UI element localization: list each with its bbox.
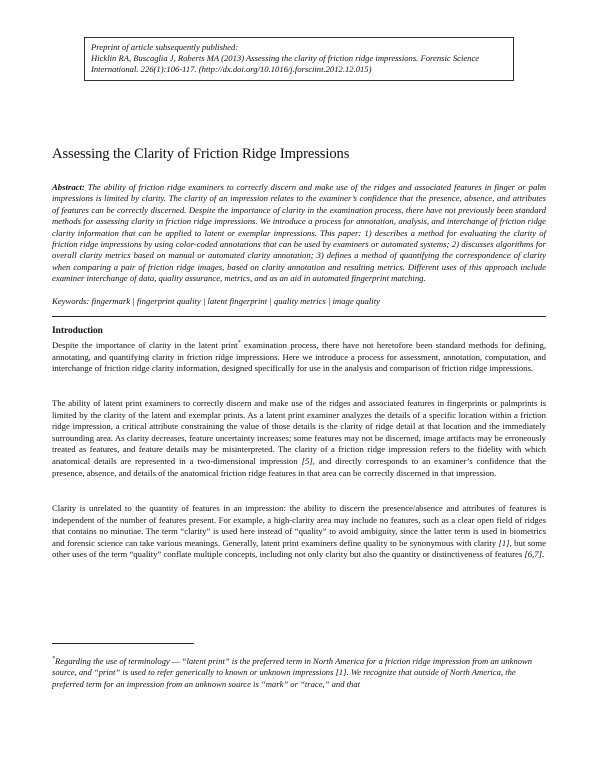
paragraph-3-text-a: Clarity is unrelated to the quantity of features in an impression: the ability to discern the presence/absence and attributes of features is independent of the number of features present. For example, a high-clarity area may include no features, such as a clear open field of ridges that contains no minutiae. The term “clarity” is used here instead of “quality” to avoid ambiguity, since the latter term is used in biometrics and forensic science can take various meanings. Generally, latent print examiners define quality to be synonymous with clarity bbox=[52, 503, 546, 548]
paragraph-3-text-b: , but some other uses of the term “quality” conflate multiple concepts, including not only clarity but also the quantity or distinctiveness of features bbox=[52, 537, 546, 560]
paragraph-3 bbox=[52, 503, 546, 561]
preprint-heading: Preprint of article subsequently published: bbox=[91, 42, 239, 52]
paragraph-1-text-b: examination process, there have not heretofore been standard methods for defining, annotating, and quantifying clarity in friction ridge impressions. Here we introduce a process for assessment, annotation, computation, and interchange of friction ridge clarity information, designed specifically for use in the analysis and comparison of friction ridge impressions. bbox=[52, 340, 546, 374]
abstract bbox=[52, 182, 546, 285]
paper-title: Assessing the Clarity of Friction Ridge Impressions bbox=[52, 146, 350, 162]
footnote bbox=[52, 656, 546, 690]
preprint-citation: Hicklin RA, Buscaglia J, Roberts MA (2013) Assessing the clarity of friction ridge impressions. Forensic Science International. 226(1):106-117. (http://dx.doi.org/10.1016/j.forsciint.2012.12.015) bbox=[91, 53, 480, 74]
paragraph-3-text-c: . bbox=[542, 549, 545, 560]
paragraph-2 bbox=[52, 398, 546, 479]
paragraph-2-text-a: The ability of latent print examiners to correctly discern and make use of the ridges and associated features in fingerprints or palmprints is limited by the clarity of the latent and exemplar prints. As a latent print examiner analyzes the details of a specific location within a friction ridge impression, a critical attribute constraining the value of those details is the clarity of ridge detail at that location and the immediately surrounding area. As clarity decreases, feature uncertainty increases; some features may not be discerned, image artifacts may be erroneously treated as features, and feature details may be misinterpreted. The clarity of a friction ridge impression refers to the fidelity with which anatomical details are represented in a two-dimensional impression bbox=[52, 398, 546, 466]
footnote-marker: * bbox=[237, 340, 241, 347]
footnote-mark: * bbox=[52, 656, 55, 663]
abstract-label: Abstract: bbox=[52, 182, 85, 192]
abstract-text: The ability of friction ridge examiners to correctly discern and make use of the ridges and associated features in finger or palm impressions is limited by clarity. The clarity of an impression relates to the examiner’s confidence that the presence, absence, and attributes of features can be correctly discerned. Despite the importance of clarity in the examination process, there have not previously been standard methods for assessing clarity in friction ridge impressions. We introduce a process for annotation, analysis, and interchange of friction ridge clarity information that can be applied to latent or exemplar impressions. This paper: 1) describes a method for evaluating the clarity of friction ridge impressions by using color-coded annotations that can be used by examiners or automated systems; 2) discusses algorithms for overall clarity metrics based on manual or automated clarity annotation; 3) defines a method of quantifying the correspondence of clarity when comparing a pair of friction ridge images, based on clarity annotation and resulting metrics. Different uses of this approach include examiner interchange of data, quality assurance, metrics, and as an aid in automated fingerprint matching. bbox=[52, 182, 546, 284]
keywords: Keywords: fingermark | fingerprint quality | latent fingerprint | quality metrics | image quality bbox=[52, 296, 380, 306]
footnote-text: Regarding the use of terminology — “latent print” is the preferred term in North America for a friction ridge impression from an unknown source, and “print” is used to refer generically to known or unknown impressions [1]. We recognize that outside of North America, the preferred term for an impression from an unknown source is “mark” or “trace,” and that bbox=[52, 656, 533, 689]
paragraph-1 bbox=[52, 340, 546, 375]
section-heading-introduction: Introduction bbox=[52, 326, 103, 336]
citation-ref-5: [5] bbox=[301, 455, 313, 466]
citation-ref-6-7: [6,7] bbox=[524, 549, 543, 560]
citation-ref-1: [1] bbox=[498, 537, 510, 548]
footnote-divider bbox=[52, 643, 194, 644]
section-divider bbox=[52, 316, 546, 317]
preprint-notice-box bbox=[84, 37, 514, 81]
paragraph-2-text-b: , and directly corresponds to an examiner’s confidence that the presence, absence, and details of the anatomical friction ridge features in that area can be correctly discerned in that impression. bbox=[52, 455, 547, 478]
paragraph-1-text-a: Despite the importance of clarity in the latent print bbox=[52, 340, 238, 350]
